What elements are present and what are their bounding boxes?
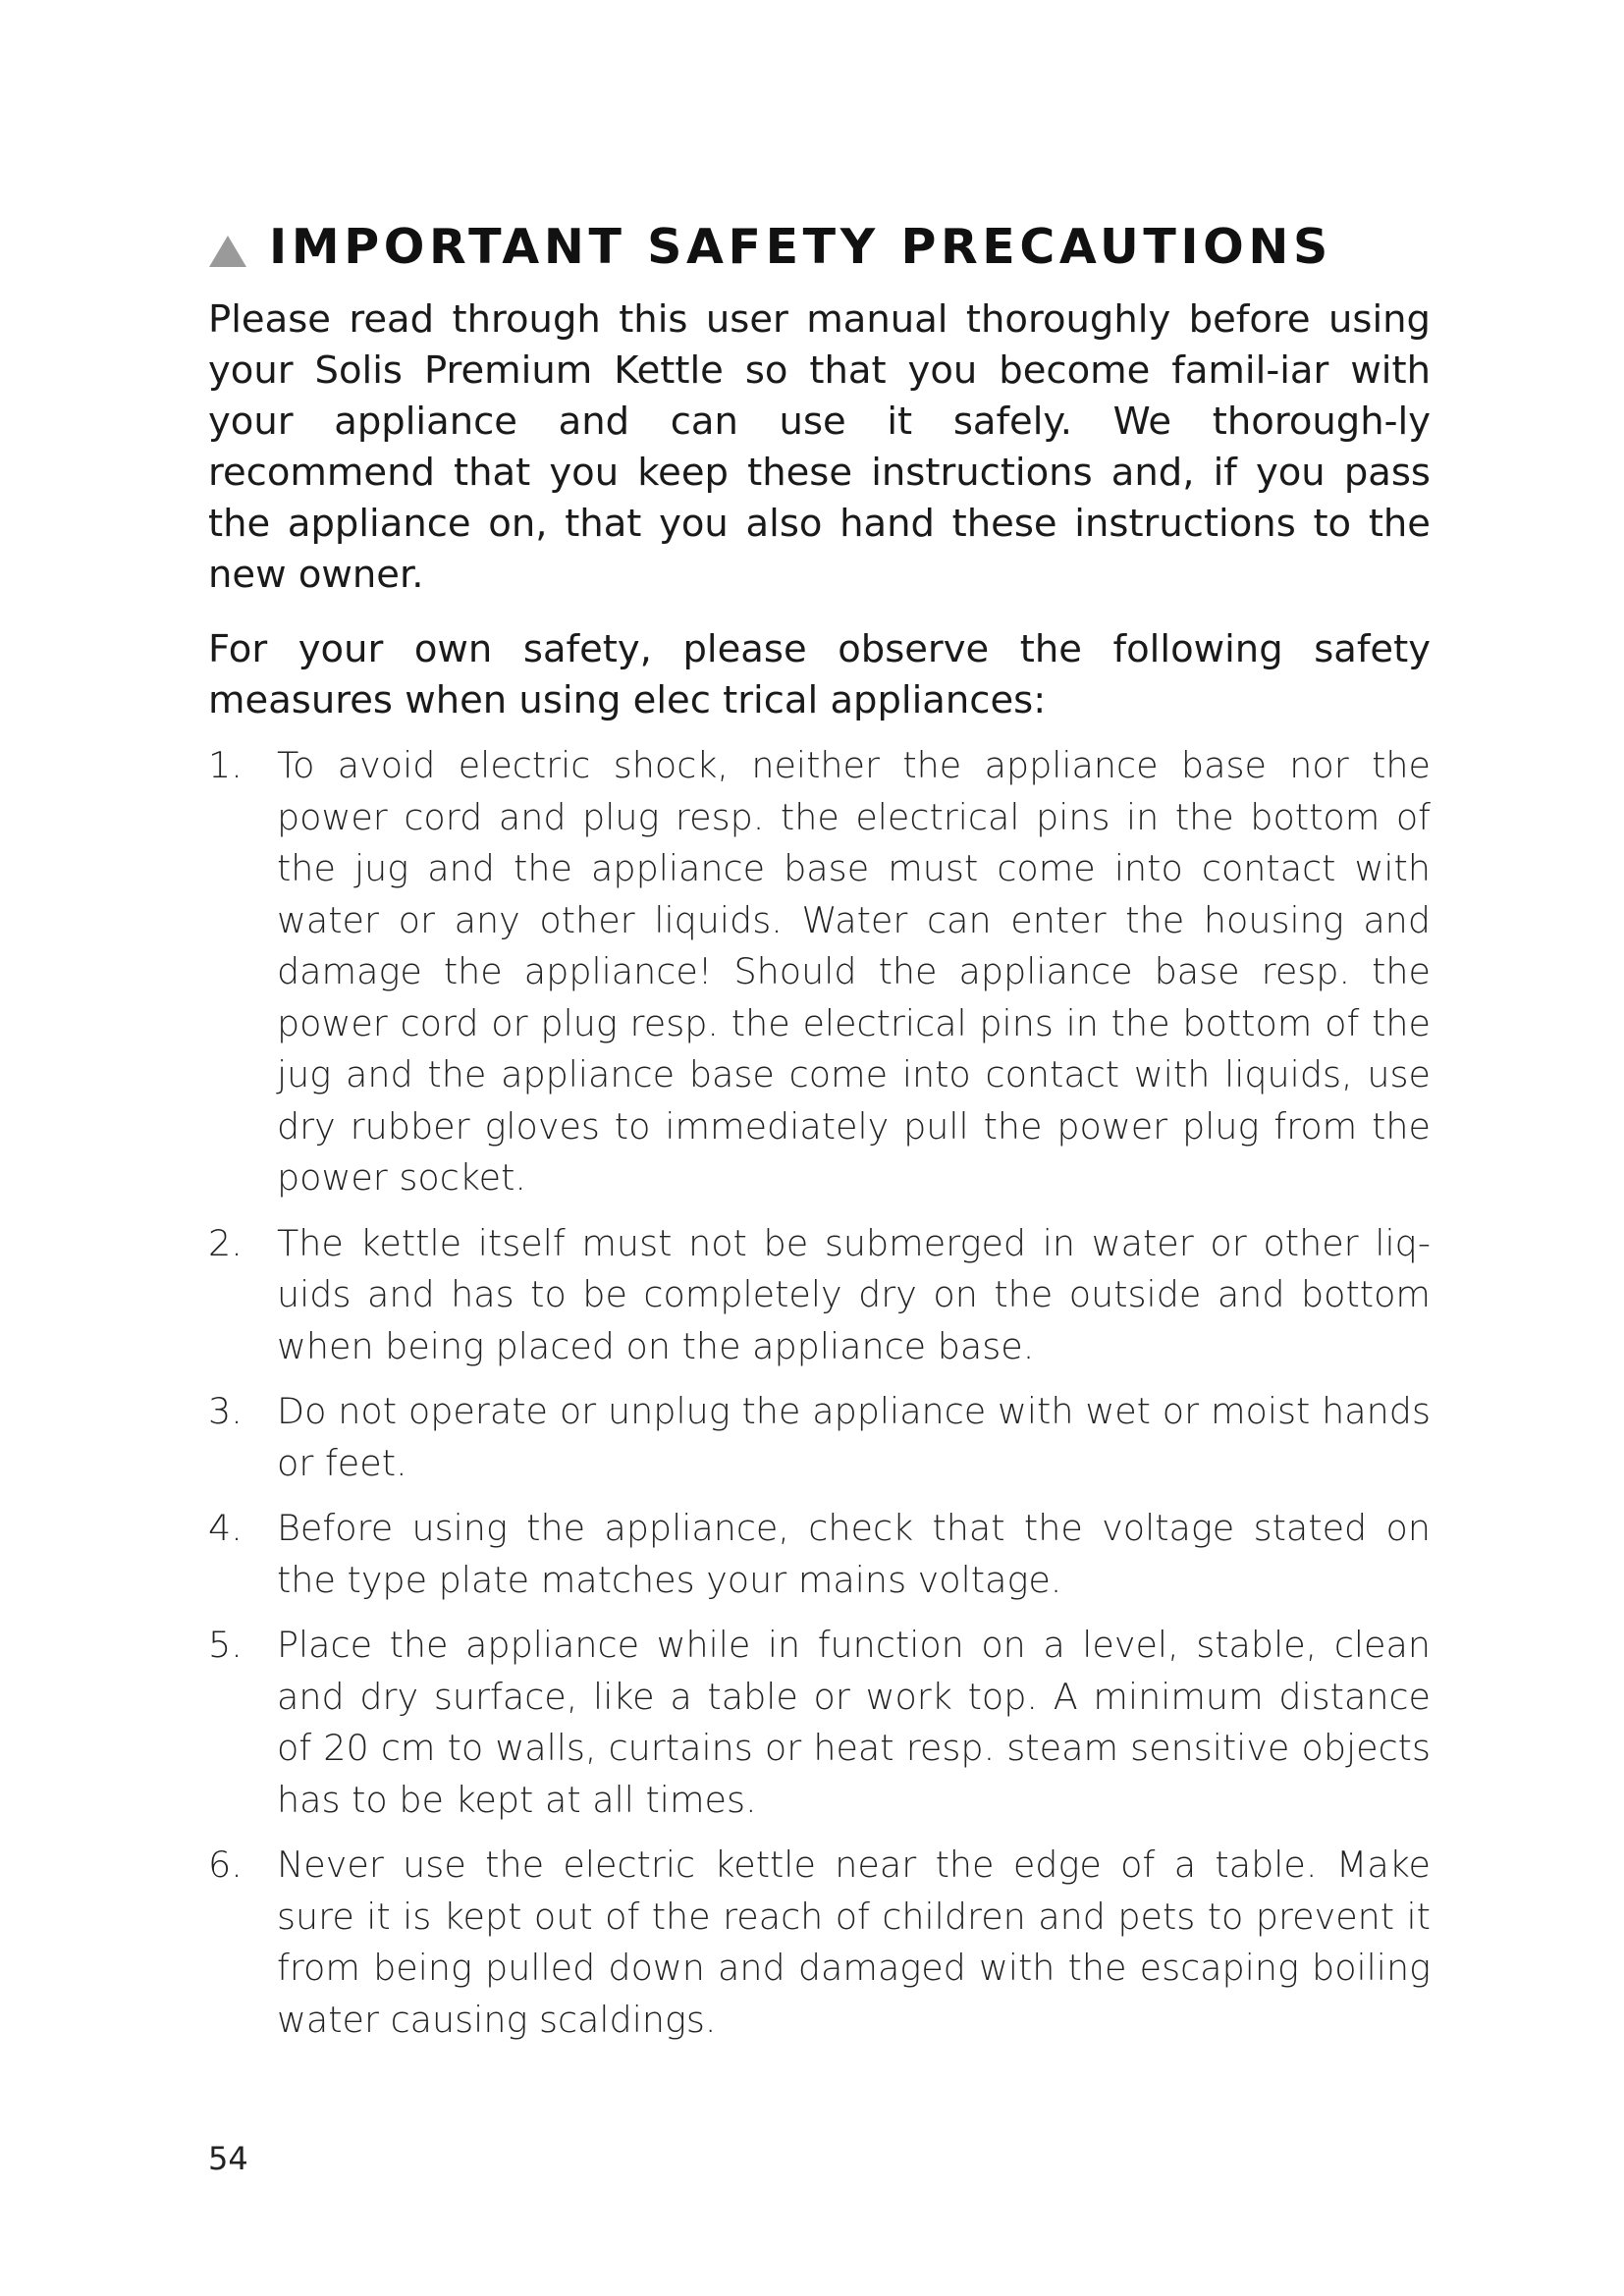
safety-lead-paragraph: For your own safety, please observe the following safety measures when using elec trical appliances:: [208, 627, 1431, 722]
intro-paragraph: Please read through this user manual thoroughly before using your Solis Premium Kettle so that you become famil-iar with your appliance and can use it safely. We thorough-ly recommend that you keep these instructions and, if you pass the appliance on, that you also hand these instructions to the new owner.: [208, 297, 1431, 597]
list-item-text: To avoid electric shock, neither the appliance base nor the power cord and plug resp. the electrical pins in the bottom of the jug and the appliance base must come into contact with water or any other liquids. Water can enter the housing and damage the appliance! Should the appliance base resp. the power cord or plug resp. the electrical pins in the bottom of the jug and the appliance base come into contact with liquids, use dry rubber gloves to immediately pull the power plug from the power socket.: [277, 744, 1431, 1199]
safety-list: [208, 740, 1431, 2046]
list-item-number: 5.: [208, 1624, 243, 1666]
list-item: [208, 1620, 1431, 1826]
page-number: 54: [208, 2140, 248, 2177]
list-item: [208, 1386, 1431, 1489]
list-item-number: 4.: [208, 1507, 243, 1549]
list-item-text: Never use the electric kettle near the edge of a table. Make sure it is kept out of the reach of children and pets to prevent it from being pulled down and damaged with the escaping boiling water causing scaldings.: [277, 1843, 1431, 2041]
list-item: [208, 740, 1431, 1204]
list-item-number: 2.: [208, 1221, 243, 1264]
warning-triangle-icon: [208, 235, 247, 268]
list-item-text: The kettle itself must not be submerged in water or other liq-uids and has to be completely dry on the outside and bottom when being placed on the appliance base.: [277, 1221, 1431, 1367]
list-item-number: 1.: [208, 744, 243, 786]
list-item-text: Place the appliance while in function on a level, stable, clean and dry surface, like a table or work top. A minimum distance of 20 cm to walls, curtains or heat resp. steam sensitive objects has to be kept at all times.: [277, 1624, 1431, 1821]
list-item: [208, 1503, 1431, 1606]
list-item-text: Before using the appliance, check that the voltage stated on the type plate matches your mains voltage.: [277, 1507, 1431, 1601]
list-item: [208, 1218, 1431, 1373]
list-item-text: Do not operate or unplug the appliance with wet or moist hands or feet.: [277, 1390, 1431, 1484]
section-title: IMPORTANT SAFETY PRECAUTIONS: [269, 219, 1332, 275]
list-item-number: 3.: [208, 1390, 243, 1432]
manual-page: [208, 218, 1431, 2059]
section-heading: [208, 218, 1431, 277]
list-item: [208, 1840, 1431, 2046]
list-item-number: 6.: [208, 1843, 243, 1886]
